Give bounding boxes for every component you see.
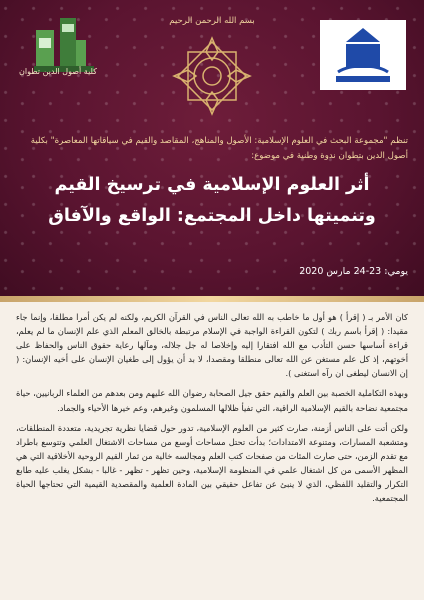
title-line-1: أثر العلوم الإسلامية في ترسيخ القيم xyxy=(54,175,370,195)
islamic-ornament-icon xyxy=(166,30,258,122)
paragraph-1: كان الأمر بـ ( إقرأ ) هو أول ما خاطب به الله تعالى الناس في القرآن الكريم، ولكنه لم يكن أمرا مطلقا، وإنما جاء مقيدا: ( إقرأ باسم ربك ) لتكون القراءة الواجبة في الإسلام مرتبطة بالخالق المعلم الذي علم الإنسان ما لم يعلم، قراءة أساسها حسن التأدب مع الله افتقارا إليه وإخلاصا له جل جلاله، ومآلها رعاية حقوق الناس والحفاظ على أخوتهم، إذ كل علم مستغن عن الله تعالى منطلقا ومقصدا، لا بد أن يؤول إلى طغيان الإنسان على أخيه الإنسان: ( إن الانسان ليطغى ان رآه استغنى ). xyxy=(16,312,408,379)
intro-text: تنظم "مجموعة البحث في العلوم الإسلامية: الأصول والمناهج، المقاصد والقيم في سياقاتها المعاصرة" بكلية أصول الدين بتطوان ندوة وطنية في موضوع: xyxy=(30,136,408,161)
research-group-logo-icon xyxy=(320,20,406,90)
logo-left-label: كلية أصول الدين تطوان xyxy=(19,67,97,76)
divider xyxy=(0,296,424,302)
event-date: يومي: 23-24 مارس 2020 xyxy=(299,266,408,277)
paragraph-3: ولكن أتت على الناس أزمنة، صارت كثير من العلوم الإسلامية، تدور حول قضايا نظرية تجريدية، متعددة المنطلقات، ومتشعبة المسارات، ومتنوعة الامتدادات؛ بدأت تحتل مساحات أوسع من مساحات الاشتغال العلمي وتتوسع باطراد مع تقدم الزمن، حتى صارت المئات من صفحات كتب العلم ومجالسه خالية من ثمار القيم الروحية الأخلاقية التي هي المظهر الأسمى من كل اشتغال علمي في المنظومة الإسلامية، وحين تظهر - تظهر - غالبا - بشكل يغلب عليه طابع التكرار والتقليد اللفظي، الذي لا ينبئ عن تفاعل حقيقي بين المادة العلمية والمقصدية القيمية التي تحتاجها الحياة المجتمعية. xyxy=(16,422,408,504)
mosque-tower-logo-icon xyxy=(24,12,104,100)
basmala: بسم الله الرحمن الرحيم xyxy=(169,16,255,26)
body-text xyxy=(16,310,408,594)
event-title xyxy=(14,170,410,232)
title-line-2: وتنميتها داخل المجتمع: الواقع والآفاق xyxy=(48,206,376,226)
paragraph-2: وبهذه التكاملية الخصبة بين العلم والقيم حقق جيل الصحابة رضوان الله عليهم ومن بعدهم من العلماء الربانيين، حياة مجتمعية نضاحة بالقيم الإسلامية الراقية، التي تفيأ ظلالها المسلمون وغيرهم، وعم خيرها الأحياء والجماد. xyxy=(16,388,408,413)
